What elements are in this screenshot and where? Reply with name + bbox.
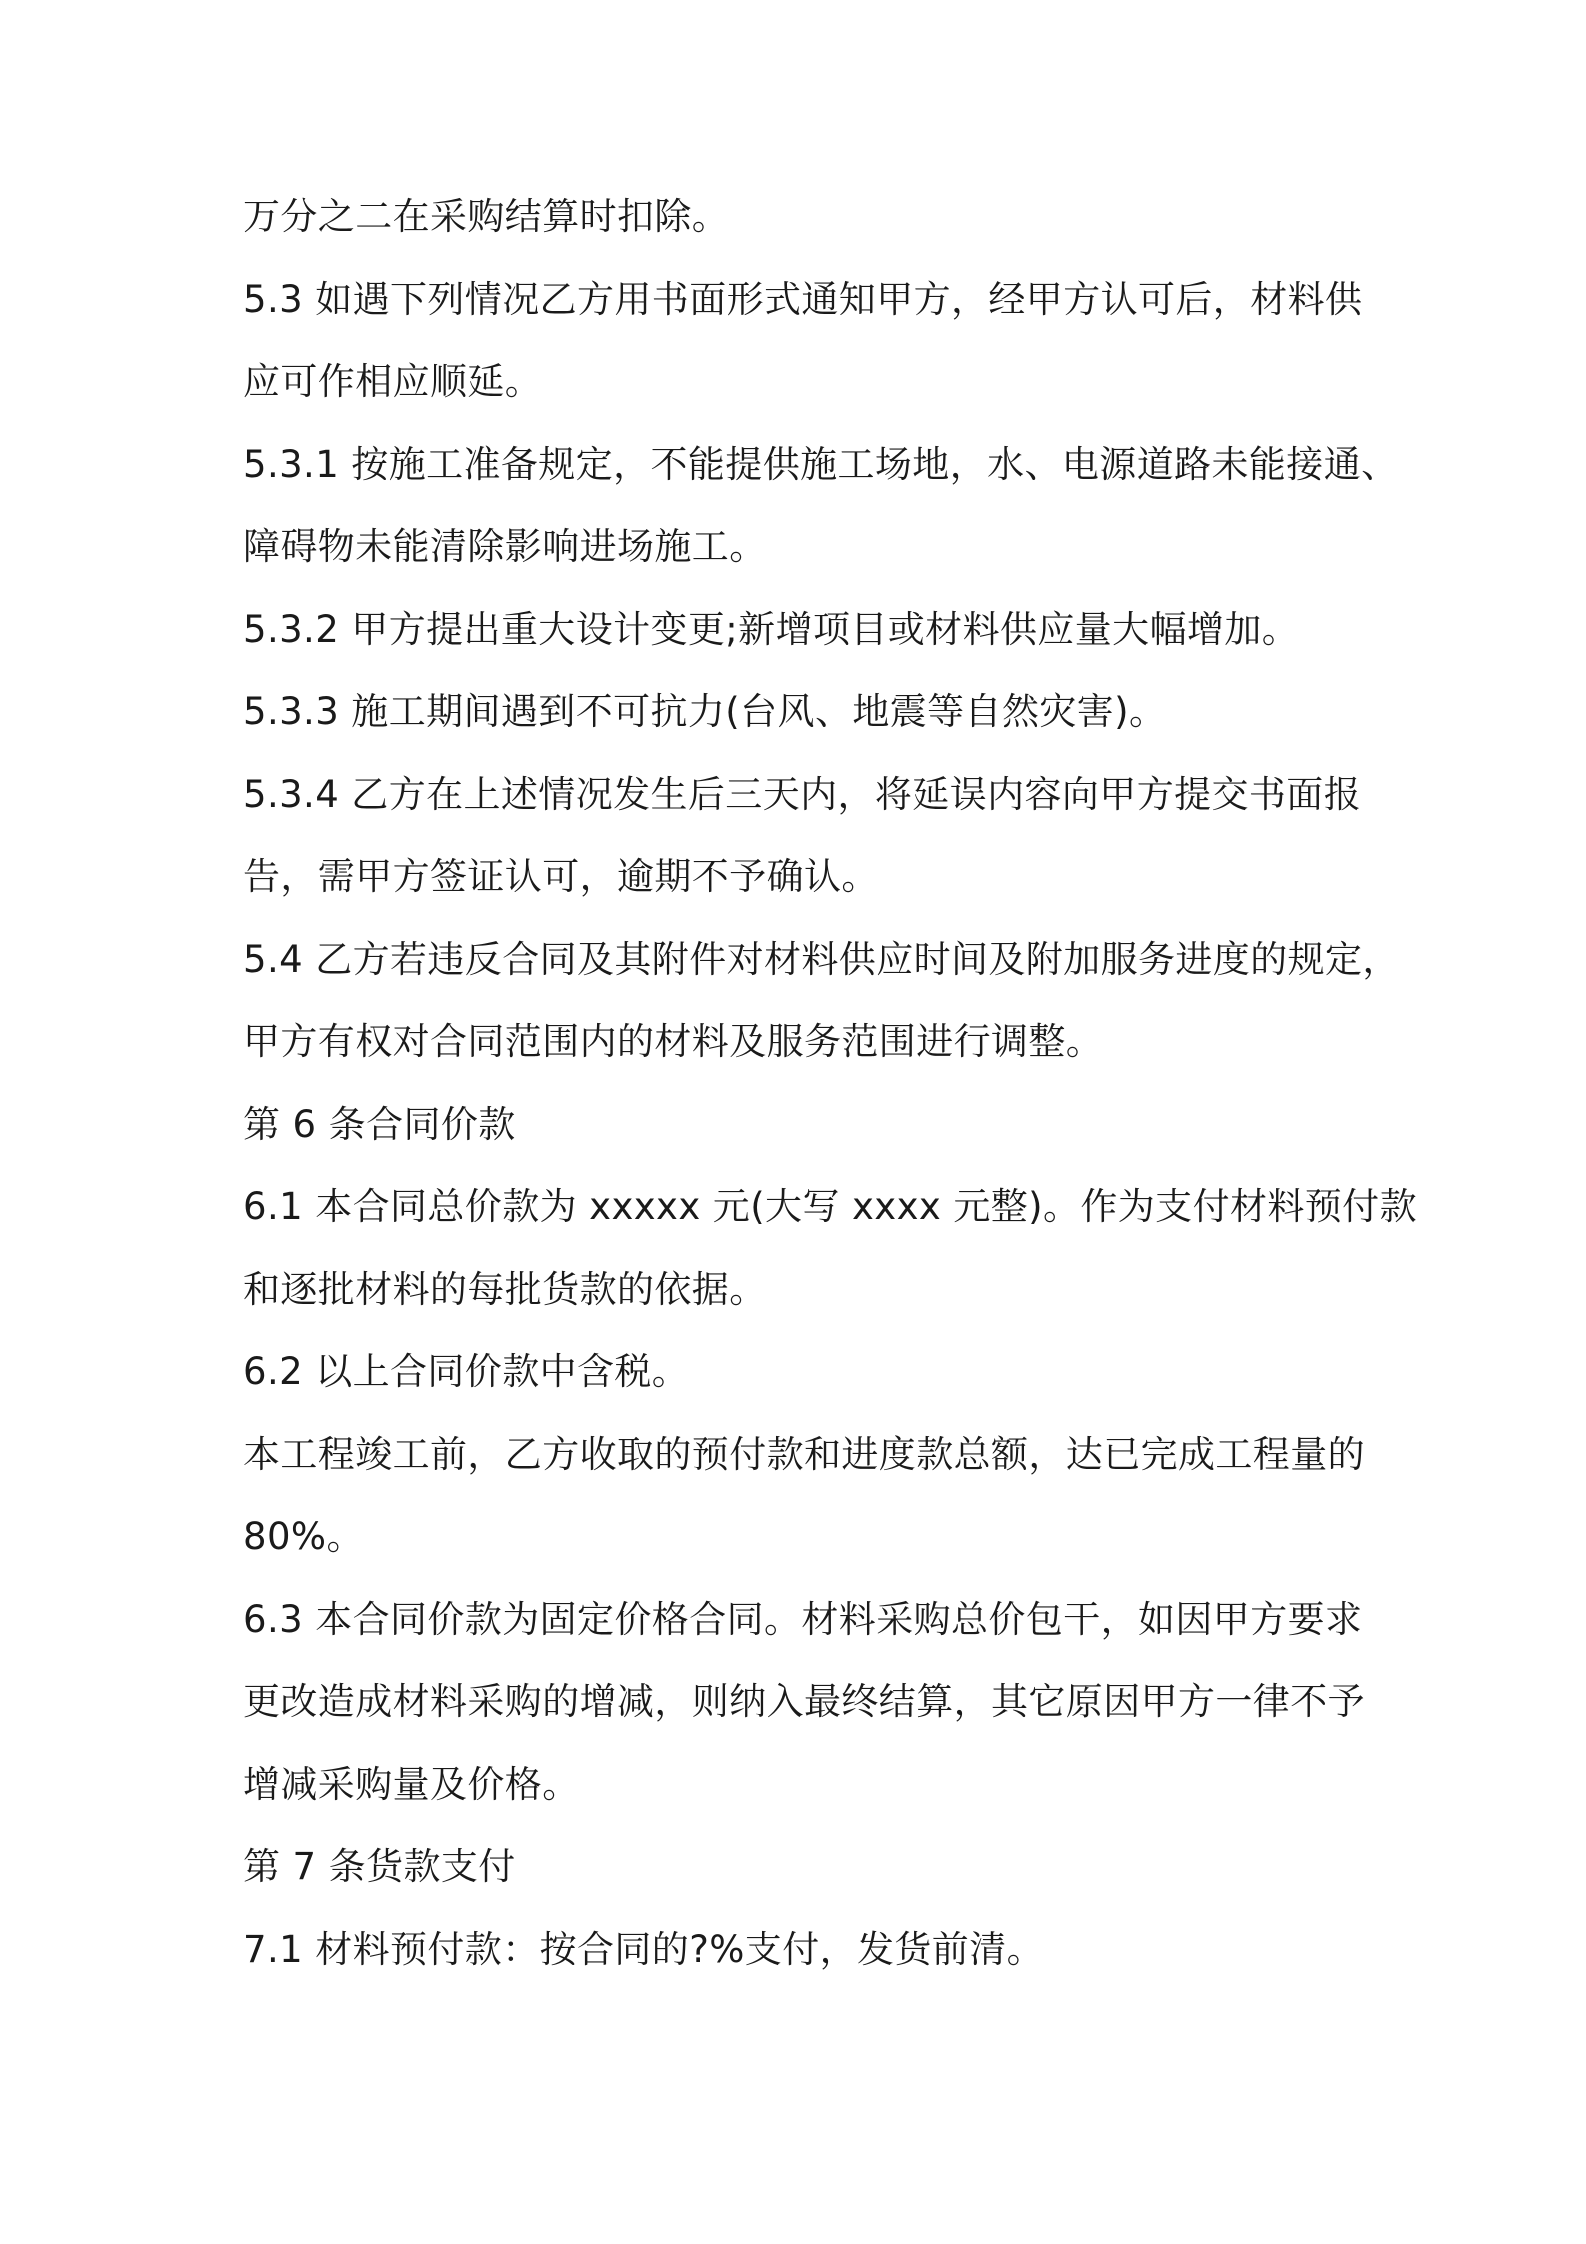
clause-6-2: 6.2 以上合同价款中含税。	[243, 1350, 690, 1393]
clause-5-3: 5.3 如遇下列情况乙方用书面形式通知甲方，经甲方认可后，材料供	[243, 277, 1363, 321]
section-heading-7: 第 7 条货款支付	[243, 1845, 516, 1888]
clause-6-1: 6.1 本合同总价款为 xxxxx 元(大写 xxxx 元整)。作为支付材料预付款	[243, 1185, 1417, 1228]
clause-6-3: 6.3 本合同价款为固定价格合同。材料采购总价包干，如因甲方要求	[243, 1597, 1363, 1641]
section-heading-6: 第 6 条合同价款	[243, 1102, 516, 1146]
text-line: 告，需甲方签证认可，逾期不予确认。	[243, 855, 879, 898]
clause-5-3-4: 5.3.4 乙方在上述情况发生后三天内，将延误内容向甲方提交书面报	[243, 772, 1362, 816]
clause-5-3-3: 5.3.3 施工期间遇到不可抗力(台风、地震等自然灾害)。	[243, 690, 1167, 733]
text-line: 80%。	[243, 1515, 364, 1558]
text-line: 障碍物未能清除影响进场施工。	[243, 525, 767, 568]
text-line: 甲方有权对合同范围内的材料及服务范围进行调整。	[243, 1020, 1104, 1063]
text-line: 应可作相应顺延。	[243, 360, 543, 403]
clause-5-3-1: 5.3.1 按施工准备规定，不能提供施工场地，水、电源道路未能接通、	[243, 442, 1399, 486]
text-line: 增减采购量及价格。	[243, 1762, 580, 1806]
text-line: 和逐批材料的每批货款的依据。	[243, 1267, 767, 1311]
text-line: 本工程竣工前，乙方收取的预付款和进度款总额，达已完成工程量的	[243, 1432, 1365, 1476]
text-line: 万分之二在采购结算时扣除。	[243, 195, 730, 238]
clause-5-3-2: 5.3.2 甲方提出重大设计变更;新增项目或材料供应量大幅增加。	[243, 607, 1300, 651]
clause-5-4: 5.4 乙方若违反合同及其附件对材料供应时间及附加服务进度的规定，	[243, 937, 1400, 981]
clause-7-1: 7.1 材料预付款：按合同的?%支付，发货前清。	[243, 1927, 1044, 1971]
text-line: 更改造成材料采购的增减，则纳入最终结算，其它原因甲方一律不予	[243, 1680, 1365, 1723]
document-body	[243, 195, 1417, 1971]
